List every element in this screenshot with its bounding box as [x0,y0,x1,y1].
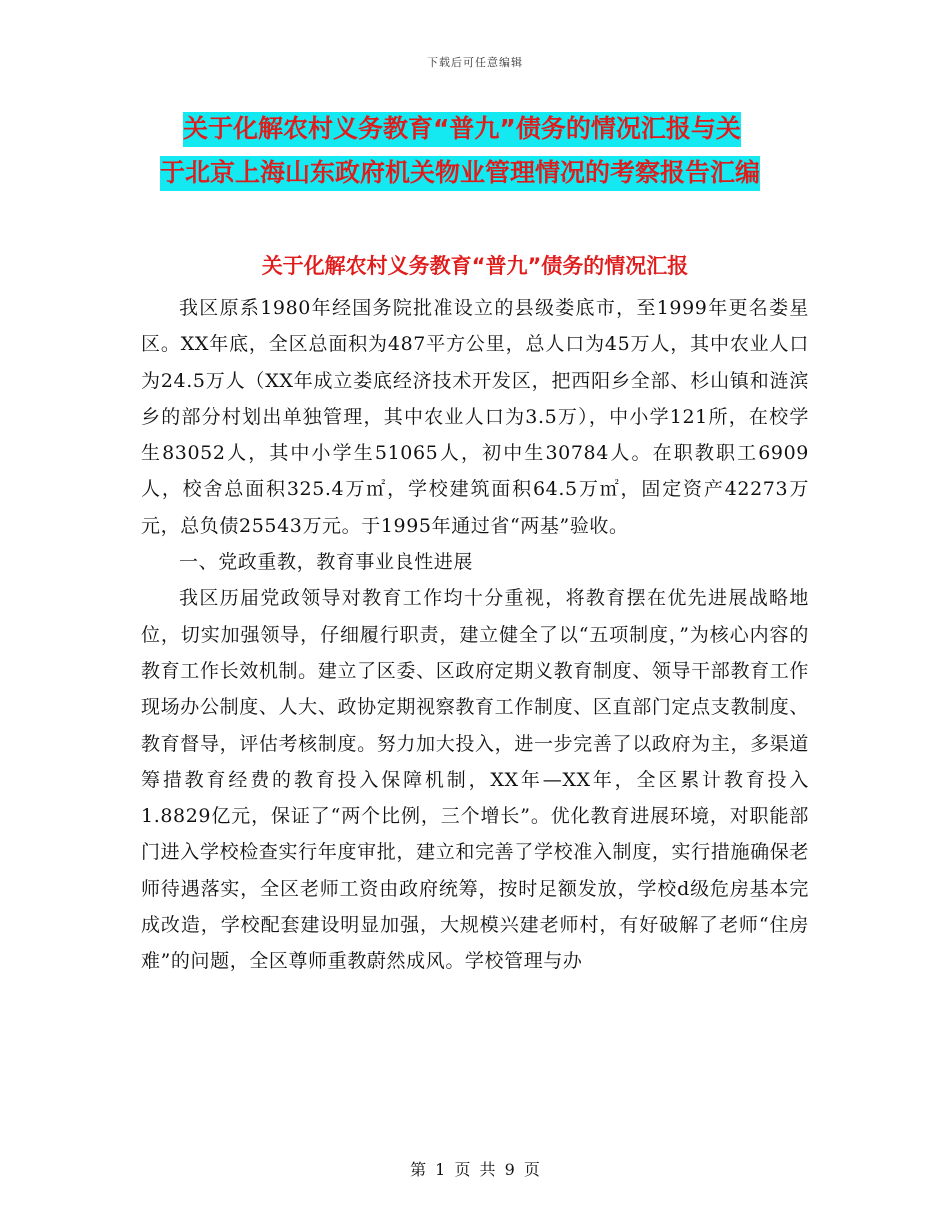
paragraph-section-1: 我区历届党政领导对教育工作均十分重视，将教育摆在优先进展战略地位，切实加强领导，仔细履行职责，建立健全了以“五项制度，”为核心内容的教育工作长效机制。建立了区委、区政府定期义教育制度、领导干部教育工作现场办公制度、人大、政协定期视察教育工作制度、区直部门定点支教制度、教育督导，评估考核制度。努力加大投入，进一步完善了以政府为主，多渠道筹措教育经费的教育投入保障机制，XX年—XX年，全区累计教育投入1.8829亿元，保证了“两个比例，三个增长”。优化教育进展环境，对职能部门进入学校检查实行年度审批，建立和完善了学校准入制度，实行措施确保老师待遇落实，全区老师工资由政府统筹，按时足额发放，学校d级危房基本完成改造，学校配套建设明显加强，大规模兴建老师村，有好破解了老师“住房难”的问题，全区尊师重教蔚然成风。学校管理与办 [141,587,809,973]
paragraph-overview: 我区原系1980年经国务院批准设立的县级娄底市，至1999年更名娄星区。XX年底，全区总面积为487平方公里，总人口为45万人，其中农业人口为24.5万人（XX年成立娄底经济技术开发区，把西阳乡全部、杉山镇和涟滨乡的部分村划出单独管理，其中农业人口为3.5万），中小学121所，在校学生83052人，其中小学生51065人，初中生30784人。在职教职工6909人，校舍总面积325.4万㎡，学校建筑面积64.5万㎡，固定资产42273万元，总负债25543万元。于1995年通过省“两基”验收。 [141,297,809,537]
document-title-line-1 [0,112,950,146]
page-footer: 第 1 页 共 9 页 [410,1160,540,1179]
document-title-text-2: 于北京上海山东政府机关物业管理情况的考察报告汇编 [160,156,760,191]
section-title: 关于化解农村义务教育“普九”债务的情况汇报 [261,254,689,278]
document-title-text-1: 关于化解农村义务教育“普九”债务的情况汇报与关 [183,112,741,147]
document-body [141,290,809,980]
section-heading-1: 一、党政重教，教育事业良性进展 [179,551,474,574]
document-title-line-2 [0,156,950,190]
page-header-note: 下载后可任意编辑 [427,56,523,69]
